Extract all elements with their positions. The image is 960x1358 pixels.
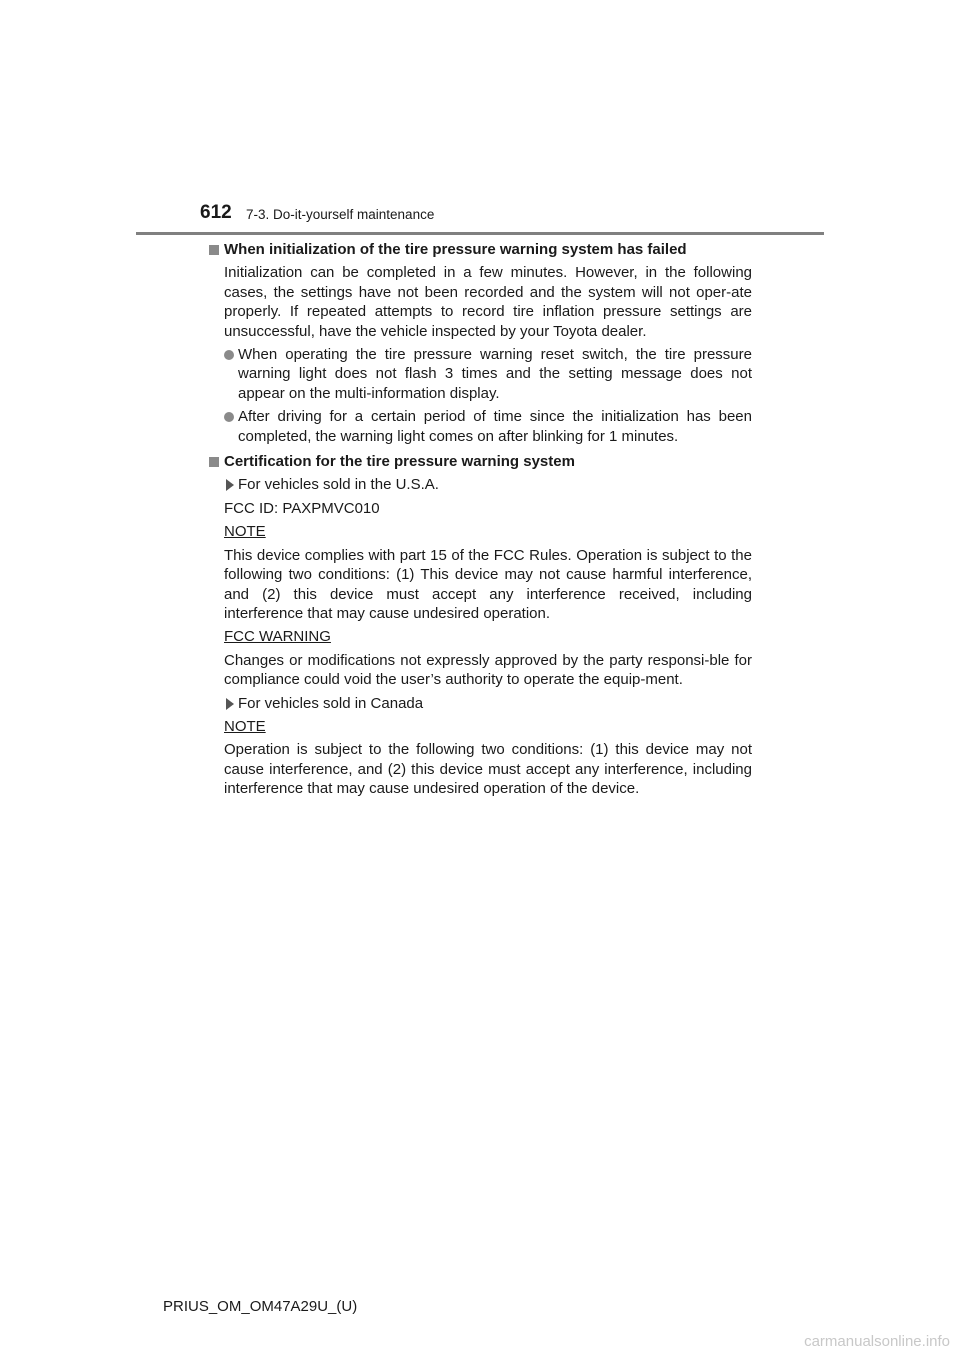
circle-bullet-icon: [224, 412, 234, 422]
square-bullet-icon: [209, 457, 219, 467]
heading-text: When initialization of the tire pressure warning system has failed: [224, 241, 687, 258]
paragraph-init-failed: Initialization can be completed in a few minutes. However, in the following cases, the settings have not been recorded and the system will not oper-ate properly. If repeated attempts to record tire inflation pressure settings are unsuccessful, have the vehicle inspected by your Toyota dealer.: [224, 264, 752, 340]
page-content: [208, 240, 752, 799]
arrow-right-icon: [226, 479, 234, 491]
paragraph-note-canada: Operation is subject to the following two conditions: (1) this device may not cause interference, and (2) this device must accept any interference, including interference that may cause undesired operation of the device.: [224, 741, 752, 798]
page-number: 612: [200, 202, 232, 223]
note-label: NOTE: [224, 523, 266, 541]
list-item: [208, 345, 752, 403]
heading-init-failed: [208, 240, 752, 259]
fcc-warning-label: FCC WARNING: [224, 628, 331, 646]
list-item: [208, 407, 752, 446]
circle-bullet-icon: [224, 350, 234, 360]
subsection-label: For vehicles sold in the U.S.A.: [238, 476, 439, 494]
subsection-canada: [208, 694, 752, 713]
list-item-text: After driving for a certain period of time since the initialization has been completed, the warning light comes on after blinking for 1 minutes.: [238, 408, 752, 445]
section-title: 7-3. Do-it-yourself maintenance: [246, 207, 435, 222]
list-item-text: When operating the tire pressure warning reset switch, the tire pressure warning light does not flash 3 times and the setting message does not appear on the multi-information display.: [238, 346, 752, 402]
paragraph-fcc-warning: Changes or modifications not expressly approved by the party responsi-ble for compliance could void the user’s authority to operate the equip-ment.: [224, 651, 752, 689]
square-bullet-icon: [209, 245, 219, 255]
note-label: NOTE: [224, 717, 266, 735]
arrow-right-icon: [226, 698, 234, 710]
document-id: PRIUS_OM_OM47A29U_(U): [163, 1298, 358, 1315]
header-divider: [136, 232, 824, 235]
subsection-label: For vehicles sold in Canada: [238, 694, 424, 712]
heading-text: Certification for the tire pressure warning system: [224, 453, 575, 471]
watermark: carmanualsonline.info: [804, 1333, 950, 1350]
subsection-usa: [208, 475, 752, 494]
paragraph-note-usa: This device complies with part 15 of the FCC Rules. Operation is subject to the following two conditions: (1) This device may not cause harmful interference, and (2) this device must accept any interference received, including interference that may cause undesired operation.: [224, 546, 752, 622]
heading-certification: [208, 452, 752, 471]
fcc-id: FCC ID: PAXPMVC010: [224, 499, 380, 517]
